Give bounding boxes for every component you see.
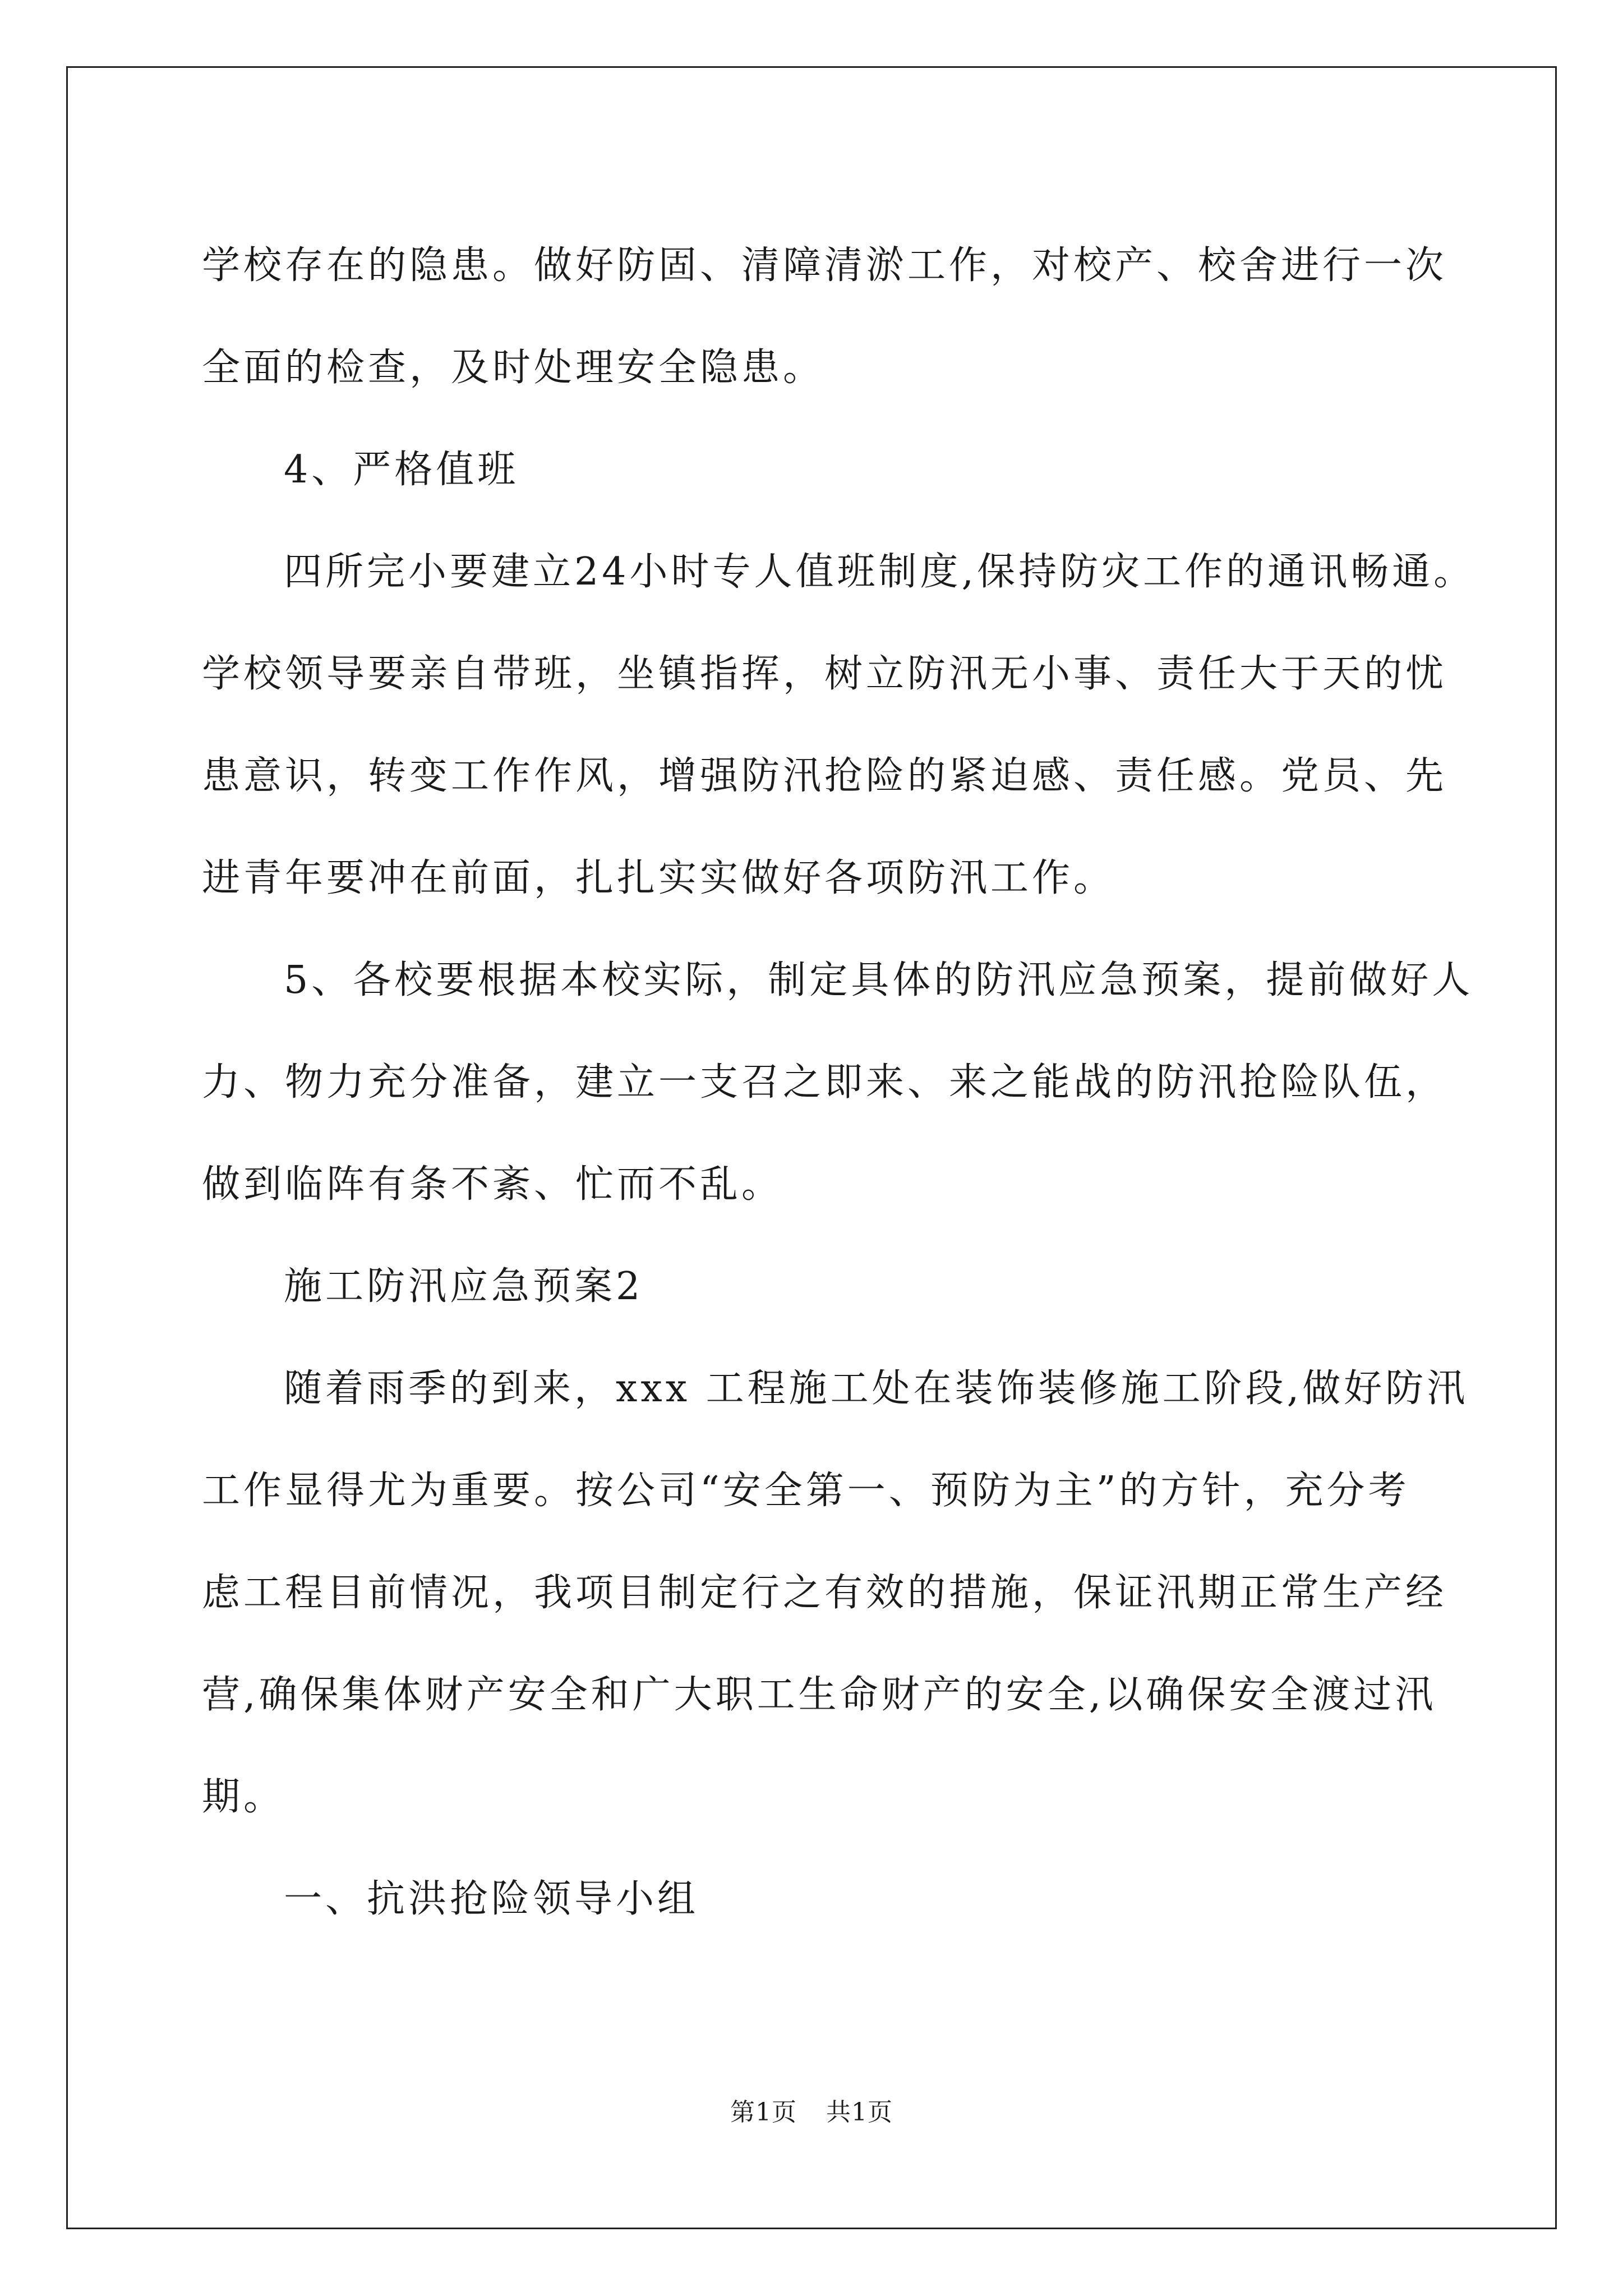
text-line: 施工防汛应急预案2: [284, 1264, 644, 1309]
page-footer: [0, 2096, 1623, 2129]
text-line: 4、严格值班: [284, 448, 519, 492]
paragraph-emergency-plan: [202, 930, 1474, 1236]
text-line: 四所完小要建立24小时专人值班制度,保持防灾工作的通讯畅通。: [284, 550, 1476, 594]
text-line: 随着雨季的到来，xxx 工程施工处在装饰装修施工阶段,做好防汛: [284, 1366, 1469, 1411]
text-line: 一、抗洪抢险领导小组: [284, 1877, 699, 1921]
text-line: 力、物力充分准备，建立一支召之即来、来之能战的防汛抢险队伍，: [202, 1060, 1447, 1105]
heading-flood-leadership-group: [202, 1848, 1424, 1950]
page-total: 共1页: [826, 2098, 893, 2127]
text-line: 做到临阵有条不紊、忙而不乱。: [202, 1162, 783, 1207]
paragraph-rainy-season: [202, 1338, 1469, 1848]
paragraph-duty-system: [202, 521, 1476, 930]
text-line: 进青年要冲在前面，扎扎实实做好各项防汛工作。: [202, 856, 1115, 900]
document-body: [202, 215, 1476, 1950]
text-line: 患意识，转变工作作风，增强防汛抢险的紧迫感、责任感。党员、先: [202, 754, 1447, 798]
text-line: 学校存在的隐患。做好防固、清障清淤工作，对校产、校舍进行一次: [202, 243, 1447, 288]
text-line: 期。: [202, 1775, 285, 1819]
text-line: 学校领导要亲自带班，坐镇指挥，树立防汛无小事、责任大于天的忧: [202, 652, 1447, 696]
text-line: 虑工程目前情况，我项目制定行之有效的措施，保证汛期正常生产经: [202, 1571, 1447, 1615]
text-line: 营,确保集体财产安全和广大职工生命财产的安全,以确保安全渡过汛: [202, 1673, 1437, 1717]
page-number: 第1页: [730, 2098, 797, 2127]
text-line: 工作显得尤为重要。按公司“安全第一、预防为主”的方针，充分考: [202, 1469, 1410, 1513]
text-line: 5、各校要根据本校实际，制定具体的防汛应急预案，提前做好人: [284, 958, 1474, 1002]
section-title-construction-plan: [202, 1236, 1424, 1338]
paragraph-school-hazards: [202, 215, 1447, 419]
text-line: 全面的检查，及时处理安全隐患。: [202, 346, 825, 390]
heading-strict-duty: [202, 419, 1424, 521]
